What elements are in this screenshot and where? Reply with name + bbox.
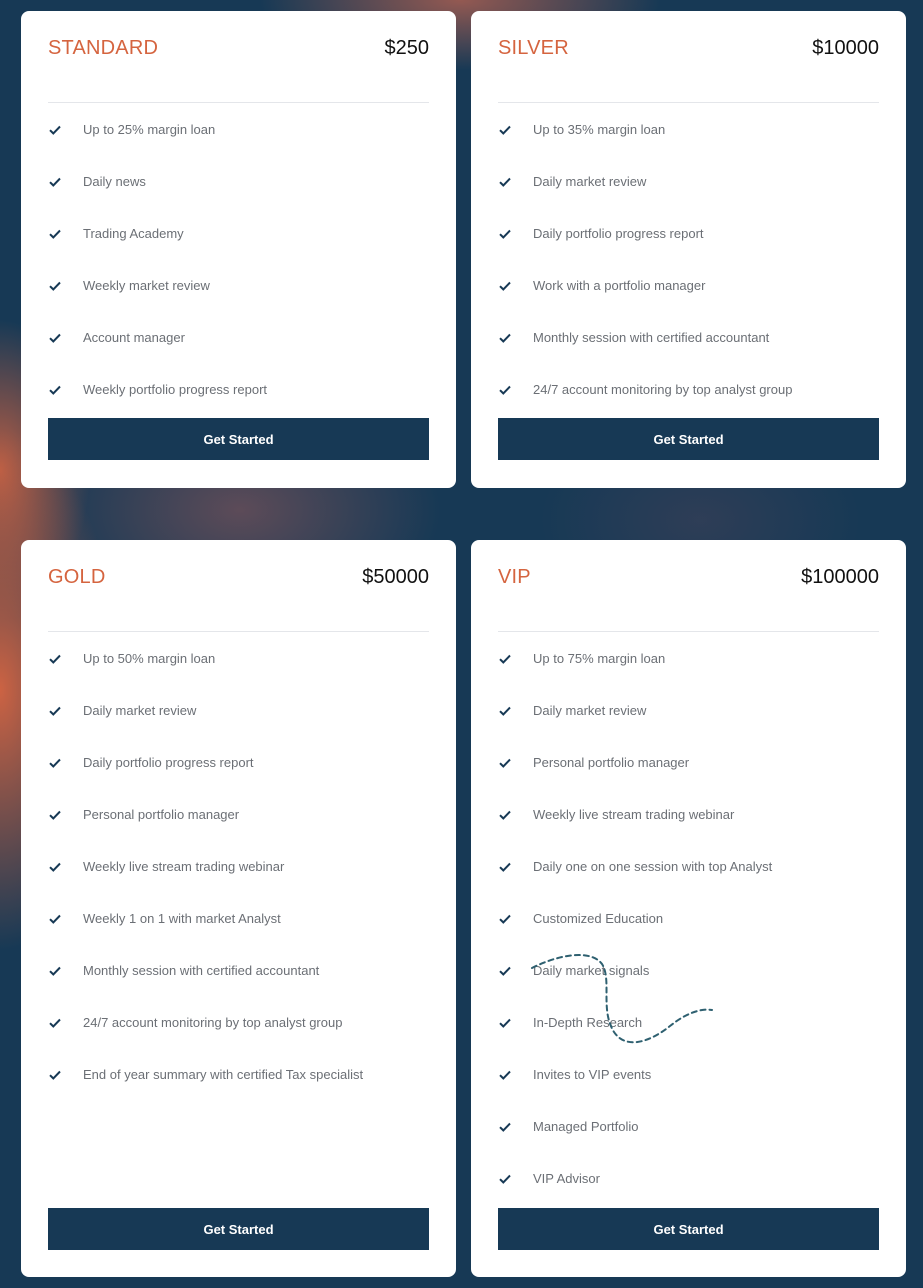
pricing-card-silver	[471, 11, 906, 488]
feature-item	[498, 312, 879, 364]
feature-item	[498, 260, 879, 312]
get-started-button[interactable]: Get Started	[498, 1208, 879, 1250]
pricing-card-standard	[21, 11, 456, 488]
feature-text: Managed Portfolio	[533, 1119, 639, 1134]
check-icon	[498, 808, 512, 822]
card-header	[498, 11, 879, 103]
feature-item	[48, 260, 429, 312]
plan-name: GOLD	[48, 566, 106, 588]
feature-text: In-Depth Research	[533, 1015, 643, 1030]
feature-item	[498, 633, 879, 685]
check-icon	[48, 279, 62, 293]
feature-item	[498, 893, 879, 945]
check-icon	[498, 383, 512, 397]
feature-text: Weekly 1 on 1 with market Analyst	[83, 911, 281, 926]
plan-name: SILVER	[498, 37, 569, 59]
feature-text: Daily news	[83, 174, 146, 189]
feature-item	[48, 685, 429, 737]
feature-text: Weekly live stream trading webinar	[533, 807, 735, 822]
feature-item	[48, 312, 429, 364]
pricing-card-gold	[21, 540, 456, 1277]
check-icon	[48, 912, 62, 926]
check-icon	[498, 123, 512, 137]
check-icon	[498, 912, 512, 926]
check-icon	[48, 964, 62, 978]
check-icon	[48, 756, 62, 770]
check-icon	[48, 175, 62, 189]
feature-list	[498, 633, 879, 1205]
feature-text: Up to 75% margin loan	[533, 651, 666, 666]
feature-item	[498, 737, 879, 789]
plan-price: $10000	[812, 37, 879, 59]
feature-text: Daily portfolio progress report	[83, 755, 254, 770]
feature-list	[498, 104, 879, 416]
feature-text: Daily portfolio progress report	[533, 226, 704, 241]
check-icon	[498, 860, 512, 874]
feature-text: Daily market review	[83, 703, 197, 718]
feature-item	[48, 156, 429, 208]
check-icon	[498, 1068, 512, 1082]
feature-text: Monthly session with certified accountant	[533, 330, 770, 345]
feature-text: End of year summary with certified Tax specialist	[83, 1067, 364, 1082]
feature-item	[48, 104, 429, 156]
feature-text: Daily market review	[533, 174, 647, 189]
feature-item	[48, 945, 429, 997]
feature-text: Personal portfolio manager	[83, 807, 240, 822]
check-icon	[498, 652, 512, 666]
feature-item	[498, 364, 879, 416]
feature-list	[48, 104, 429, 416]
feature-list	[48, 633, 429, 1101]
check-icon	[498, 279, 512, 293]
check-icon	[48, 227, 62, 241]
feature-item	[48, 893, 429, 945]
feature-item	[498, 789, 879, 841]
card-header	[498, 540, 879, 632]
feature-text: Up to 50% margin loan	[83, 651, 216, 666]
check-icon	[48, 860, 62, 874]
feature-item	[498, 156, 879, 208]
feature-text: Daily market signals	[533, 963, 650, 978]
feature-text: Work with a portfolio manager	[533, 278, 706, 293]
check-icon	[48, 808, 62, 822]
card-header	[48, 11, 429, 103]
feature-item	[48, 364, 429, 416]
get-started-button[interactable]: Get Started	[498, 418, 879, 460]
check-icon	[498, 756, 512, 770]
check-icon	[48, 652, 62, 666]
check-icon	[48, 123, 62, 137]
check-icon	[48, 704, 62, 718]
check-icon	[498, 331, 512, 345]
check-icon	[48, 1016, 62, 1030]
plan-price: $50000	[362, 566, 429, 588]
feature-text: VIP Advisor	[533, 1171, 600, 1186]
feature-item	[48, 633, 429, 685]
feature-item	[498, 1153, 879, 1205]
feature-text: Account manager	[83, 330, 185, 345]
feature-text: 24/7 account monitoring by top analyst group	[533, 382, 793, 397]
feature-item	[498, 208, 879, 260]
feature-text: Weekly market review	[83, 278, 210, 293]
plan-name: STANDARD	[48, 37, 159, 59]
feature-text: Customized Education	[533, 911, 664, 926]
check-icon	[498, 964, 512, 978]
feature-text: Personal portfolio manager	[533, 755, 690, 770]
check-icon	[498, 1120, 512, 1134]
feature-text: Invites to VIP events	[533, 1067, 652, 1082]
check-icon	[498, 1172, 512, 1186]
feature-text: Trading Academy	[83, 226, 184, 241]
feature-item	[48, 997, 429, 1049]
feature-item	[48, 1049, 429, 1101]
feature-text: Daily one on one session with top Analyst	[533, 859, 773, 874]
plan-price: $250	[384, 37, 429, 59]
check-icon	[48, 1068, 62, 1082]
check-icon	[48, 383, 62, 397]
feature-text: Monthly session with certified accountant	[83, 963, 320, 978]
feature-item	[498, 945, 879, 997]
get-started-button[interactable]: Get Started	[48, 1208, 429, 1250]
feature-item	[498, 841, 879, 893]
feature-item	[48, 841, 429, 893]
pricing-card-vip	[471, 540, 906, 1277]
feature-text: Up to 25% margin loan	[83, 122, 216, 137]
feature-item	[48, 208, 429, 260]
feature-item	[498, 997, 879, 1049]
plan-price: $100000	[801, 566, 879, 588]
feature-item	[498, 1101, 879, 1153]
feature-item	[498, 104, 879, 156]
check-icon	[48, 331, 62, 345]
feature-item	[498, 685, 879, 737]
check-icon	[498, 227, 512, 241]
feature-text: Daily market review	[533, 703, 647, 718]
feature-item	[498, 1049, 879, 1101]
feature-text: Weekly portfolio progress report	[83, 382, 268, 397]
plan-name: VIP	[498, 566, 531, 588]
feature-item	[48, 737, 429, 789]
check-icon	[498, 1016, 512, 1030]
feature-text: Up to 35% margin loan	[533, 122, 666, 137]
feature-text: Weekly live stream trading webinar	[83, 859, 285, 874]
check-icon	[498, 704, 512, 718]
feature-text: 24/7 account monitoring by top analyst group	[83, 1015, 343, 1030]
get-started-button[interactable]: Get Started	[48, 418, 429, 460]
feature-item	[48, 789, 429, 841]
card-header	[48, 540, 429, 632]
check-icon	[498, 175, 512, 189]
